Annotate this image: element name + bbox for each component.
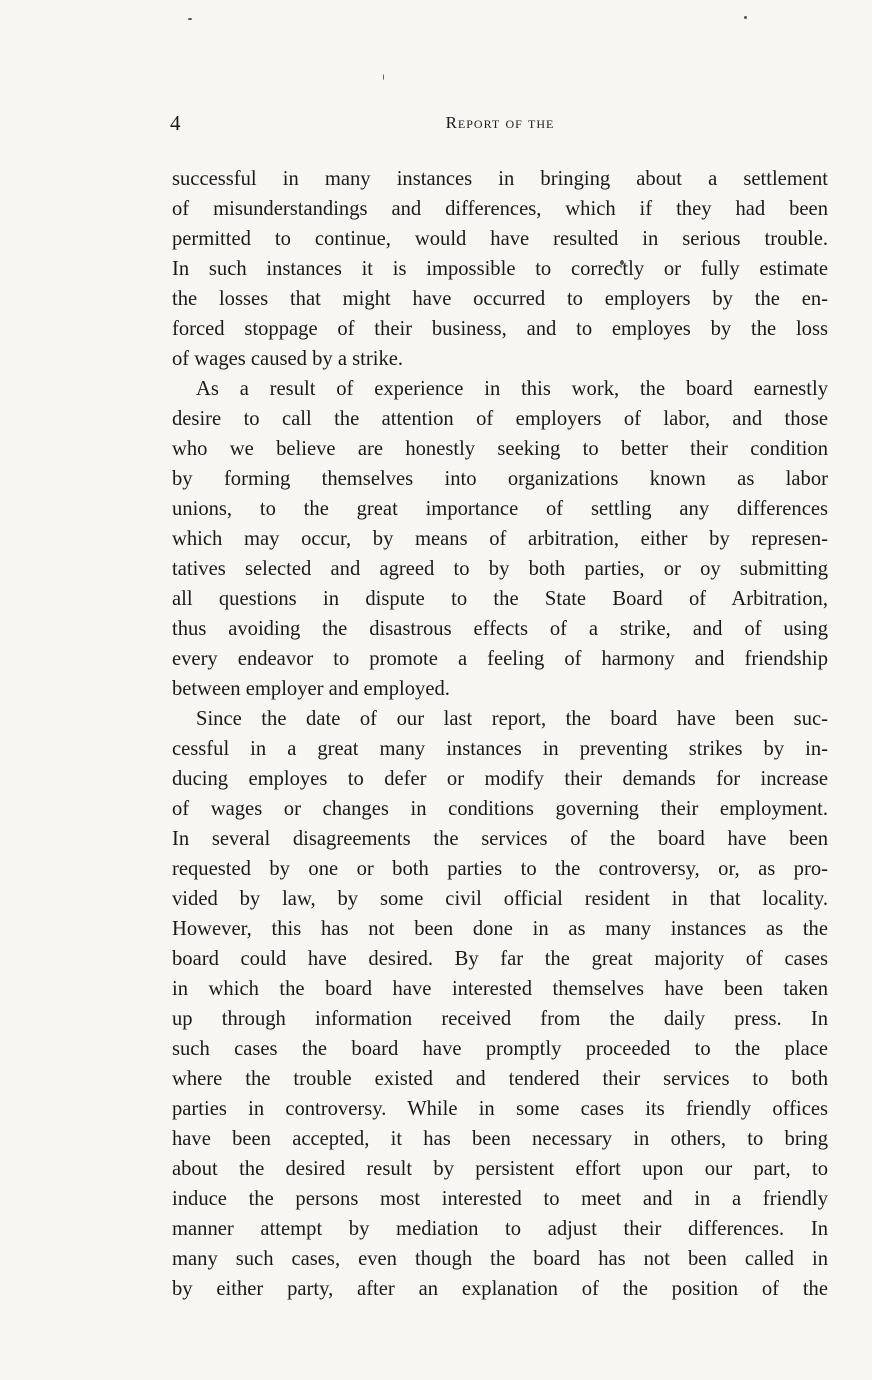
body-text [172,164,828,1304]
text-line: up through information received from the daily press. In [172,1008,828,1030]
text-line: successful in many instances in bringing about a settlement [172,168,828,190]
text-line: As a result of experience in this work, the board earnestly [196,378,828,400]
text-line: However, this has not been done in as many instances as the [172,918,828,940]
text-line: have been accepted, it has been necessary in others, to bring [172,1128,828,1150]
text-line: forced stoppage of their business, and to employes by the loss [172,318,828,340]
text-line: induce the persons most interested to meet and in a friendly [172,1188,828,1210]
print-speck [188,18,192,20]
text-line: In such instances it is impossible to correctly or fully estimate [172,258,828,280]
text-line: where the trouble existed and tendered their services to both [172,1068,828,1090]
paragraph-3 [172,704,828,1304]
text-line: such cases the board have promptly proceeded to the place [172,1038,828,1060]
print-speck [383,74,384,80]
print-speck [744,16,747,19]
text-line: about the desired result by persistent effort upon our part, to [172,1158,828,1180]
text-line: manner attempt by mediation to adjust their differences. In [172,1218,828,1240]
text-line: desire to call the attention of employers of labor, and those [172,408,828,430]
paragraph-1 [172,164,828,374]
running-head: Report of the [445,113,555,132]
text-line: all questions in dispute to the State Board of Arbitration, [172,588,828,610]
text-line: of misunderstandings and differences, which if they had been [172,198,828,220]
text-line: parties in controversy. While in some cases its friendly offices [172,1098,828,1120]
text-line: permitted to continue, would have resulted in serious trouble. [172,228,828,250]
text-line: tatives selected and agreed to by both parties, or oy submitting [172,558,828,580]
text-line: in which the board have interested themselves have been taken [172,978,828,1000]
paragraph-2 [172,374,828,704]
text-line: board could have desired. By far the great majority of cases [172,948,828,970]
text-line: In several disagreements the services of the board have been [172,828,828,850]
page-header [170,108,830,138]
text-line: Since the date of our last report, the board have been suc- [196,708,828,730]
text-line: who we believe are honestly seeking to better their condition [172,438,828,460]
page-number: 4 [170,111,181,135]
text-line: between employer and employed. [172,678,450,700]
text-line: which may occur, by means of arbitration, either by represen- [172,528,828,550]
text-line: many such cases, even though the board has not been called in [172,1248,828,1270]
text-line: by forming themselves into organizations known as labor [172,468,828,490]
text-line: requested by one or both parties to the controversy, or, as pro- [172,858,828,880]
text-line: thus avoiding the disastrous effects of a strike, and of using [172,618,828,640]
text-line: vided by law, by some civil official resident in that locality. [172,888,828,910]
text-line: cessful in a great many instances in preventing strikes by in- [172,738,828,760]
text-line: unions, to the great importance of settling any differences [172,498,828,520]
text-line: of wages caused by a strike. [172,348,404,370]
text-line: the losses that might have occurred to employers by the en- [172,288,828,310]
text-line: every endeavor to promote a feeling of harmony and friendship [172,648,828,670]
text-line: ducing employes to defer or modify their demands for increase [172,768,828,790]
text-line: by either party, after an explanation of the position of the [172,1278,828,1300]
text-line: of wages or changes in conditions governing their employment. [172,798,828,820]
